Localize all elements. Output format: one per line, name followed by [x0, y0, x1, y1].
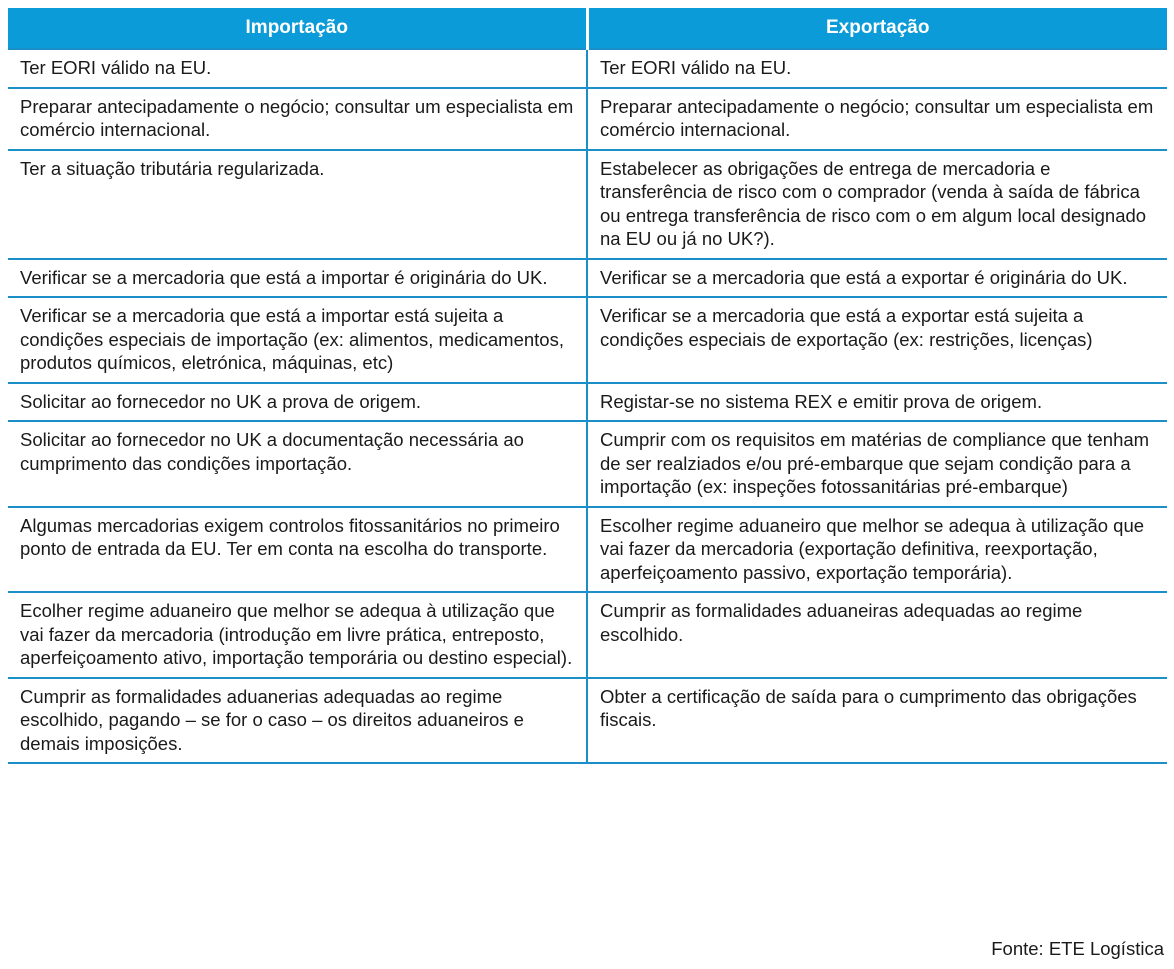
- cell-importacao: Verificar se a mercadoria que está a importar é originária do UK.: [8, 259, 587, 298]
- cell-exportacao: Cumprir as formalidades aduaneiras adequadas ao regime escolhido.: [587, 592, 1167, 678]
- table-row: [8, 421, 1167, 507]
- table-row: [8, 297, 1167, 383]
- cell-importacao: Verificar se a mercadoria que está a importar está sujeita a condições especiais de importação (ex: alimentos, medicamentos, produtos químicos, eletrónica, máquinas, etc): [8, 297, 587, 383]
- cell-importacao: Cumprir as formalidades aduanerias adequadas ao regime escolhido, pagando – se for o caso – os direitos aduaneiros e demais imposições.: [8, 678, 587, 764]
- table-row: [8, 150, 1167, 259]
- header-exportacao: Exportação: [587, 8, 1167, 49]
- cell-exportacao: Ter EORI válido na EU.: [587, 49, 1167, 88]
- cell-importacao: Algumas mercadorias exigem controlos fitossanitários no primeiro ponto de entrada da EU. Ter em conta na escolha do transporte.: [8, 507, 587, 593]
- comparison-table-container: [8, 8, 1167, 764]
- cell-exportacao: Estabelecer as obrigações de entrega de mercadoria e transferência de risco com o comprador (venda à saída de fábrica ou entrega transferência de risco com o em algum local designado na EU ou já no UK?).: [587, 150, 1167, 259]
- header-row: [8, 8, 1167, 49]
- table-row: [8, 383, 1167, 422]
- cell-exportacao: Escolher regime aduaneiro que melhor se adequa à utilização que vai fazer da mercadoria (exportação definitiva, reexportação, aperfeiçoamento passivo, exportação temporária).: [587, 507, 1167, 593]
- table-row: [8, 259, 1167, 298]
- table-row: [8, 49, 1167, 88]
- comparison-table: [8, 8, 1167, 764]
- cell-importacao: Solicitar ao fornecedor no UK a prova de origem.: [8, 383, 587, 422]
- cell-exportacao: Registar-se no sistema REX e emitir prova de origem.: [587, 383, 1167, 422]
- cell-importacao: Preparar antecipadamente o negócio; consultar um especialista em comércio internacional.: [8, 88, 587, 150]
- source-caption: Fonte: ETE Logística: [991, 938, 1164, 959]
- cell-importacao: Ter EORI válido na EU.: [8, 49, 587, 88]
- cell-exportacao: Verificar se a mercadoria que está a exportar é originária do UK.: [587, 259, 1167, 298]
- table-row: [8, 507, 1167, 593]
- header-importacao: Importação: [8, 8, 587, 49]
- table-row: [8, 678, 1167, 764]
- cell-exportacao: Cumprir com os requisitos em matérias de compliance que tenham de ser realziados e/ou pré-embarque que sejam condição para a importação (ex: inspeções fotossanitárias pré-embarque): [587, 421, 1167, 507]
- cell-exportacao: Preparar antecipadamente o negócio; consultar um especialista em comércio internacional.: [587, 88, 1167, 150]
- cell-exportacao: Verificar se a mercadoria que está a exportar está sujeita a condições especiais de exportação (ex: restrições, licenças): [587, 297, 1167, 383]
- cell-importacao: Ter a situação tributária regularizada.: [8, 150, 587, 259]
- table-row: [8, 592, 1167, 678]
- cell-importacao: Ecolher regime aduaneiro que melhor se adequa à utilização que vai fazer da mercadoria (introdução em livre prática, entreposto, aperfeiçoamento ativo, importação temporária ou destino especial).: [8, 592, 587, 678]
- cell-importacao: Solicitar ao fornecedor no UK a documentação necessária ao cumprimento das condições importação.: [8, 421, 587, 507]
- table-row: [8, 88, 1167, 150]
- cell-exportacao: Obter a certificação de saída para o cumprimento das obrigações fiscais.: [587, 678, 1167, 764]
